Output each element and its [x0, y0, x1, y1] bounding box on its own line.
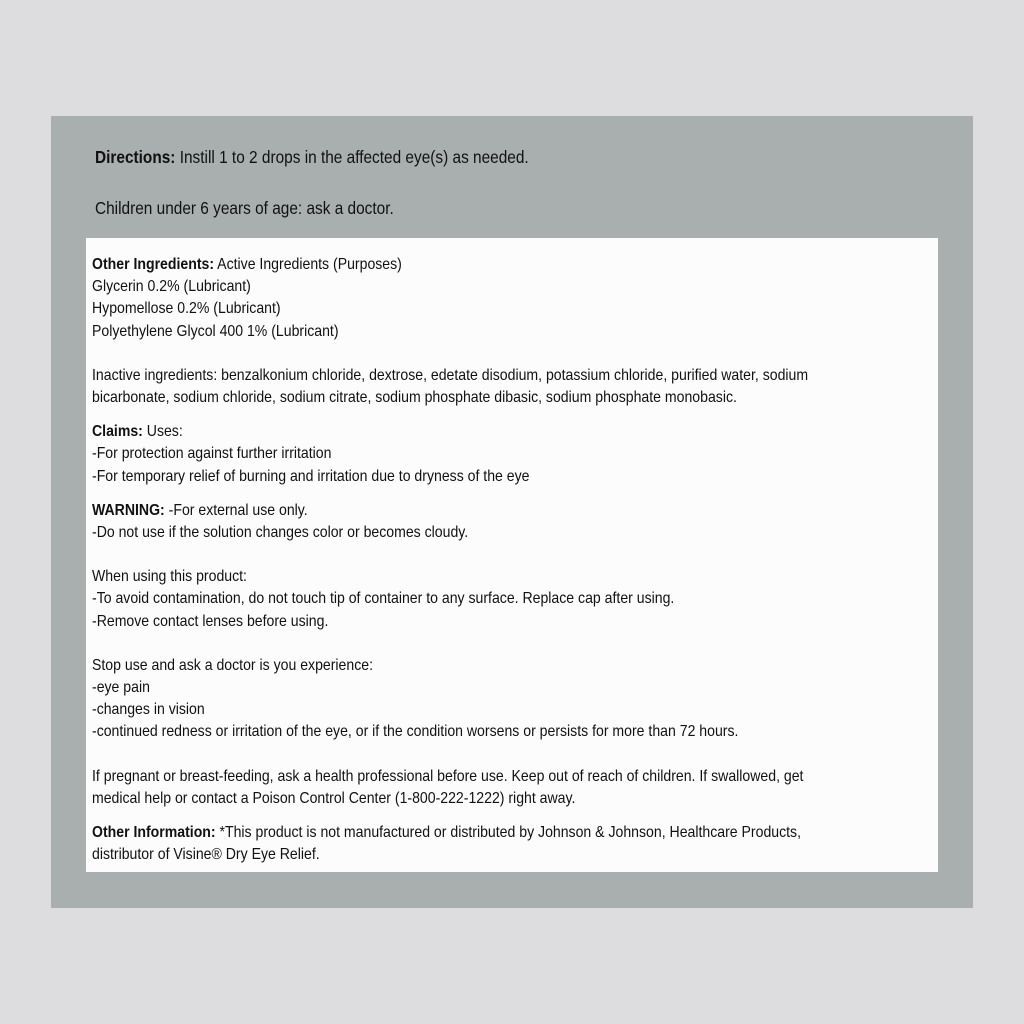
directions-line	[95, 146, 834, 168]
warning-heading: WARNING:	[92, 501, 165, 519]
label-text	[92, 254, 902, 866]
active-ingredient: Hypomellose 0.2% (Lubricant)	[92, 300, 281, 318]
other-ingredients-heading: Other Ingredients:	[92, 256, 215, 273]
other-information-text: distributor of Visine® Dry Eye Relief.	[92, 846, 320, 864]
other-ingredients-line	[92, 254, 902, 276]
claims-line	[92, 421, 902, 443]
pregnancy-warning: medical help or contact a Poison Control Center (1-800-222-1222) right away.	[92, 789, 576, 807]
warning-line	[92, 500, 902, 522]
other-information-text: *This product is not manufactured or distributed by Johnson & Johnson, Healthcare Products,	[215, 824, 802, 842]
active-ingredient: Polyethylene Glycol 400 1% (Lubricant)	[92, 322, 339, 340]
directions-section	[95, 146, 834, 219]
stop-use-title: Stop use and ask a doctor is you experience:	[92, 656, 373, 674]
when-using-item: -Remove contact lenses before using.	[92, 612, 329, 630]
when-using-item: -To avoid contamination, do not touch tip of container to any surface. Replace cap after using.	[92, 590, 675, 608]
pregnancy-warning: If pregnant or breast-feeding, ask a health professional before use. Keep out of reach of children. If swallowed, get	[92, 767, 804, 785]
warning-intro: -For external use only.	[164, 501, 308, 519]
claims-item: -For temporary relief of burning and irritation due to dryness of the eye	[92, 467, 530, 485]
other-information-heading: Other Information:	[92, 824, 216, 842]
claims-heading: Claims:	[92, 423, 143, 441]
stop-use-item: -continued redness or irritation of the eye, or if the condition worsens or persists for more than 72 hours.	[92, 723, 739, 741]
stop-use-item: -eye pain	[92, 679, 150, 697]
other-ingredients-intro: Active Ingredients (Purposes)	[214, 256, 402, 273]
inactive-ingredients-line: bicarbonate, sodium chloride, sodium citrate, sodium phosphate dibasic, sodium phosphate monobasic.	[92, 389, 737, 407]
other-information-line	[92, 822, 902, 844]
label-panel	[51, 116, 973, 908]
when-using-title: When using this product:	[92, 568, 247, 586]
claims-item: -For protection against further irritation	[92, 445, 332, 463]
inactive-ingredients-line: Inactive ingredients: benzalkonium chloride, dextrose, edetate disodium, potassium chloride, purified water, sodium	[92, 366, 809, 384]
active-ingredient: Glycerin 0.2% (Lubricant)	[92, 278, 251, 296]
stop-use-item: -changes in vision	[92, 701, 205, 719]
claims-intro: Uses:	[142, 423, 183, 441]
directions-text: Instill 1 to 2 drops in the affected eye(s) as needed.	[175, 147, 529, 167]
ingredients-box	[86, 238, 938, 872]
warning-item: -Do not use if the solution changes color or becomes cloudy.	[92, 524, 469, 542]
children-note: Children under 6 years of age: ask a doctor.	[95, 198, 394, 218]
directions-heading: Directions:	[95, 147, 176, 167]
